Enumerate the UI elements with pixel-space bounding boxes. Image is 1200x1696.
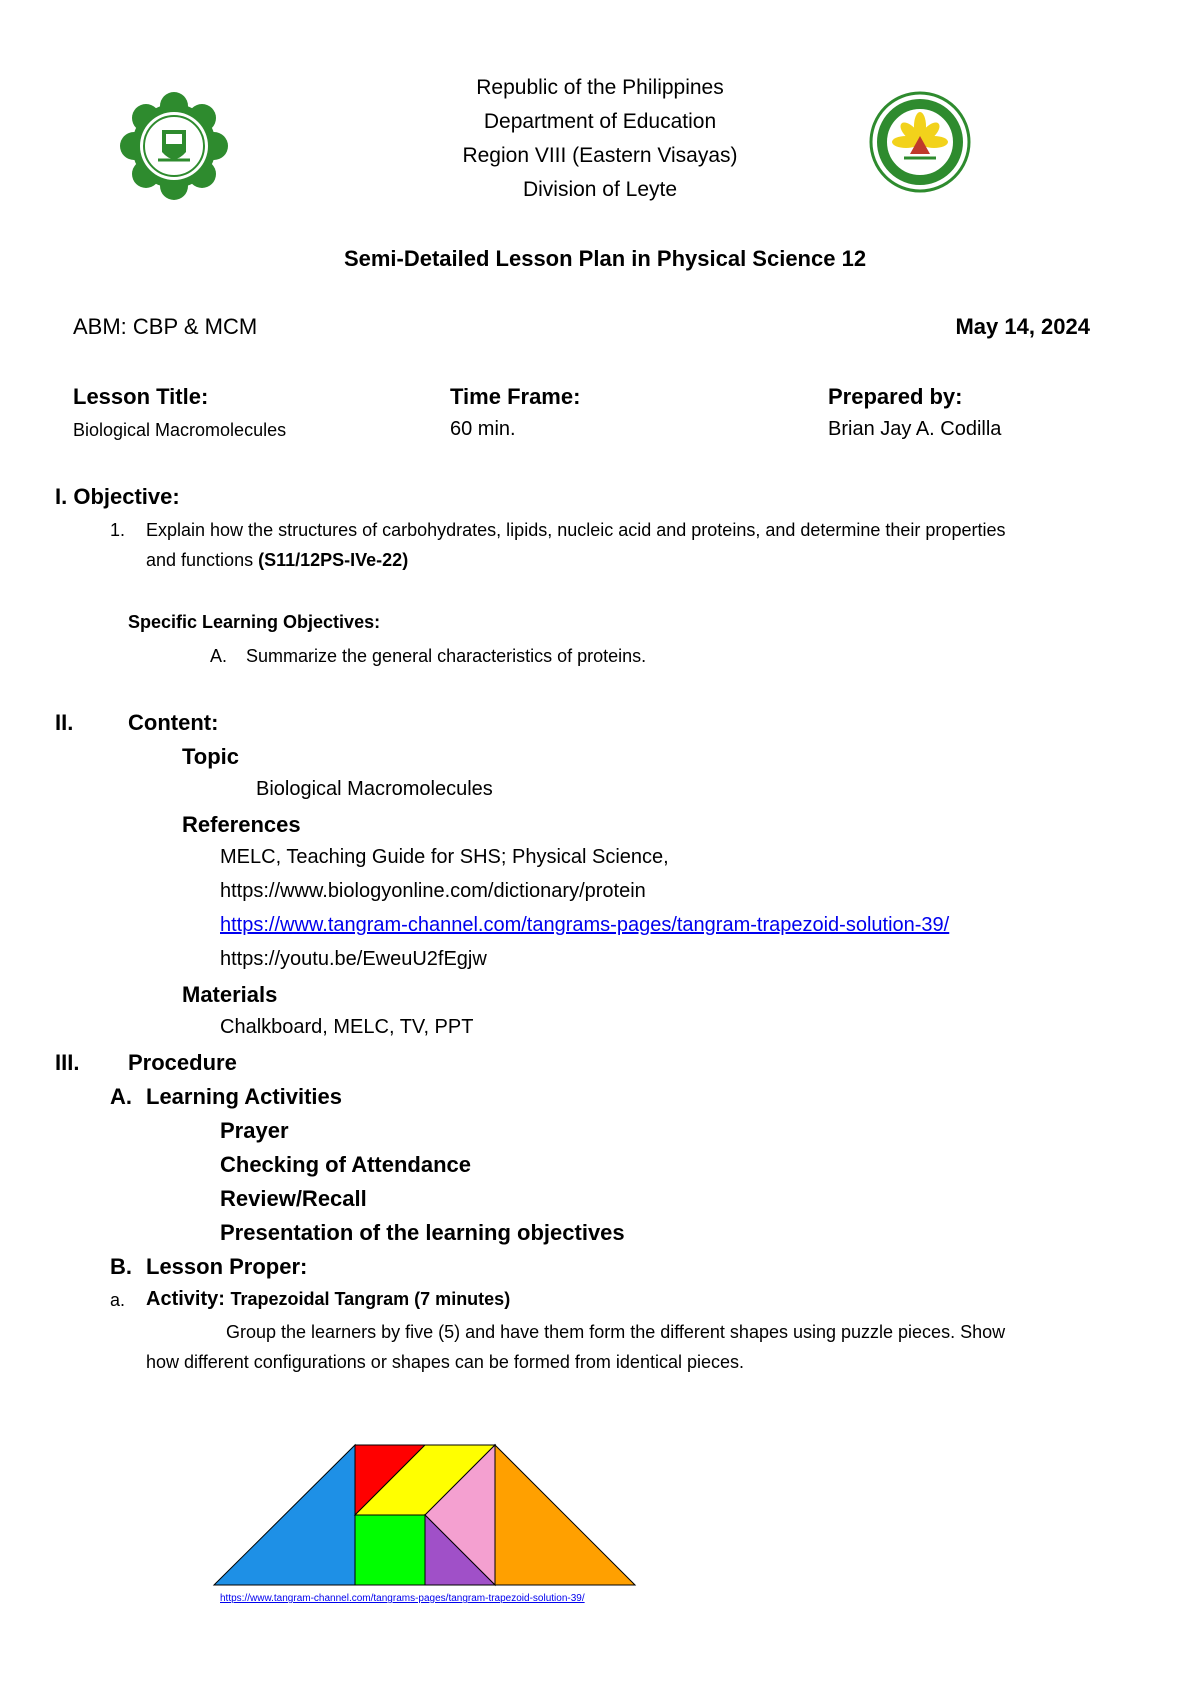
- lesson-title-label: Lesson Title:: [73, 384, 209, 409]
- header-region: Region VIII (Eastern Visayas): [462, 144, 738, 167]
- lesson-title-value: Biological Macromolecules: [73, 420, 287, 440]
- objective-text-functions: and functions: [146, 550, 254, 570]
- activity-instructions-line1: Group the learners by five (5) and have them form the different shapes using puzzle pieces. Show: [226, 1322, 1006, 1342]
- time-frame-value: 60 min.: [450, 418, 516, 440]
- reference-tangram-link[interactable]: https://www.tangram-channel.com/tangrams-pages/tangram-trapezoid-solution-39/: [220, 914, 950, 936]
- tangram-green-square: [355, 1515, 425, 1585]
- activity-presentation: Presentation of the learning objectives: [220, 1220, 625, 1245]
- topic-label: Topic: [182, 744, 240, 769]
- lesson-proper-letter: B.: [110, 1254, 132, 1279]
- activity-label: Activity:: [146, 1288, 225, 1310]
- document-title: Semi-Detailed Lesson Plan in Physical Science 12: [343, 246, 867, 271]
- activity-review: Review/Recall: [220, 1186, 367, 1211]
- reference-youtube: https://youtu.be/EweuU2fEgjw: [220, 948, 487, 970]
- activity-heading: [146, 1288, 510, 1311]
- lesson-date: May 14, 2024: [955, 314, 1090, 339]
- content-heading: Content:: [128, 710, 219, 735]
- activity-title: Trapezoidal Tangram (7 minutes): [230, 1289, 511, 1309]
- specific-objective-letter: A.: [210, 646, 228, 666]
- content-numeral: II.: [55, 710, 74, 735]
- procedure-heading: Procedure: [128, 1050, 237, 1075]
- tangram-figure: [210, 1440, 650, 1590]
- header-republic: Republic of the Philippines: [476, 76, 724, 99]
- objective-text-line1: Explain how the structures of carbohydrates, lipids, nucleic acid and proteins, and determine their properties: [146, 520, 1006, 540]
- figure-caption-link[interactable]: https://www.tangram-channel.com/tangrams-pages/tangram-trapezoid-solution-39/: [220, 1593, 585, 1604]
- reference-biologyonline: https://www.biologyonline.com/dictionary/protein: [220, 880, 646, 902]
- prepared-by-value: Brian Jay A. Codilla: [828, 418, 1002, 440]
- specific-objective-text: Summarize the general characteristics of proteins.: [246, 646, 647, 666]
- objective-item-number: 1.: [110, 520, 126, 540]
- activity-instructions-line2: how different configurations or shapes can be formed from identical pieces.: [146, 1352, 744, 1372]
- tangram-blue-triangle: [214, 1445, 355, 1585]
- header-department: Department of Education: [483, 110, 717, 133]
- objective-heading: I. Objective:: [55, 484, 180, 509]
- learning-activities-heading: Learning Activities: [146, 1084, 343, 1109]
- class-section: ABM: CBP & MCM: [73, 314, 258, 339]
- procedure-numeral: III.: [55, 1050, 80, 1075]
- materials-label: Materials: [182, 982, 278, 1007]
- header-division: Division of Leyte: [522, 178, 678, 201]
- learning-activities-letter: A.: [110, 1084, 132, 1109]
- tangram-orange-triangle: [495, 1445, 635, 1585]
- references-label: References: [182, 812, 301, 837]
- specific-objectives-heading: Specific Learning Objectives:: [128, 612, 381, 632]
- objective-text-line2: [146, 550, 408, 571]
- activity-prayer: Prayer: [220, 1118, 289, 1143]
- time-frame-label: Time Frame:: [450, 384, 581, 409]
- reference-melc: MELC, Teaching Guide for SHS; Physical Science,: [220, 846, 669, 868]
- prepared-by-label: Prepared by:: [828, 384, 963, 409]
- materials-value: Chalkboard, MELC, TV, PPT: [220, 1016, 474, 1038]
- activity-attendance: Checking of Attendance: [220, 1152, 471, 1177]
- topic-value: Biological Macromolecules: [256, 778, 493, 800]
- objective-code: (S11/12PS-IVe-22): [258, 550, 409, 570]
- activity-letter: a.: [110, 1290, 126, 1310]
- lesson-proper-heading: Lesson Proper:: [146, 1254, 308, 1279]
